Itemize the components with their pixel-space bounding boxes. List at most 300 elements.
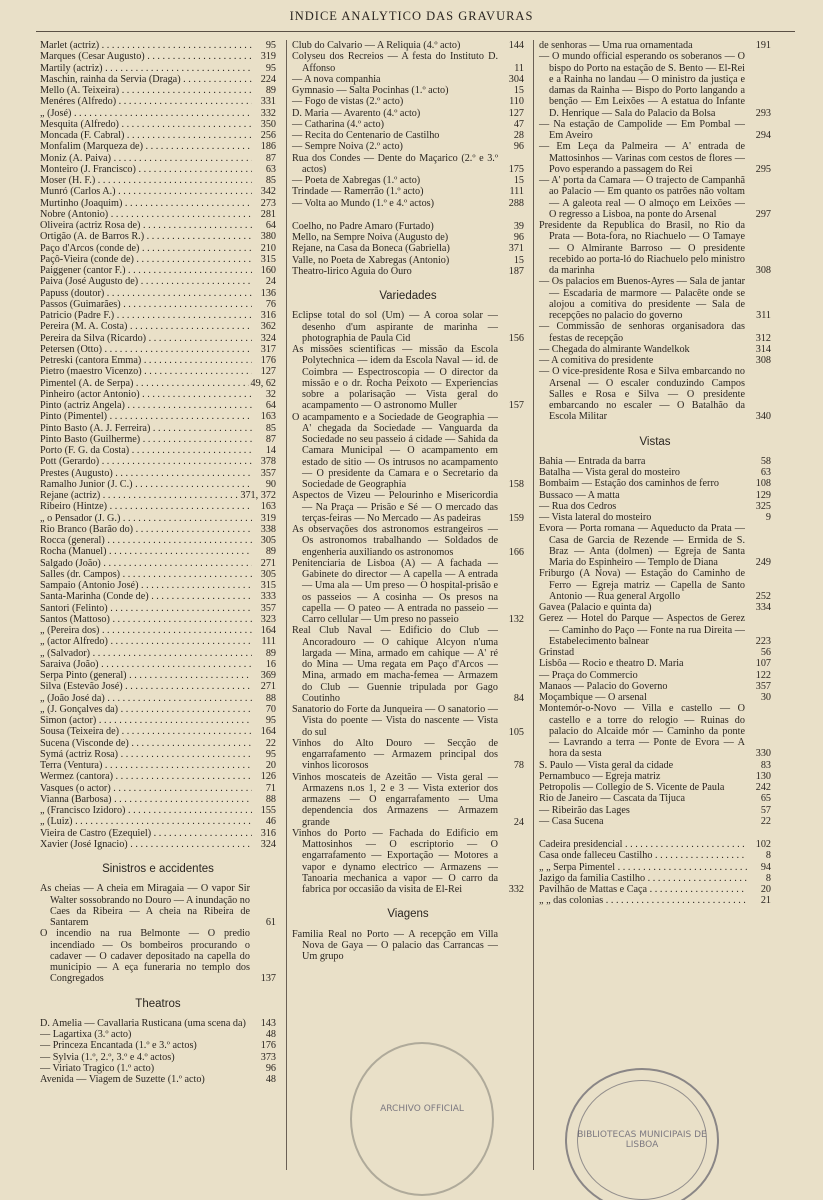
- entry-text: Casa onde falleceu Castilho . . .: [539, 850, 747, 861]
- entry-page-number: 342: [260, 186, 276, 198]
- entry-page-number: 323: [260, 613, 276, 625]
- entry-page-number: 324: [260, 838, 276, 850]
- column-left: [40, 40, 276, 1170]
- index-entry: [292, 153, 524, 176]
- entry-page-number: 107: [755, 658, 771, 670]
- variedades-list: [292, 310, 524, 895]
- index-entry: [40, 265, 276, 276]
- entry-page-number: 46: [265, 816, 276, 828]
- entry-text: Oliveira (actriz Rosa de) . . .: [40, 220, 252, 231]
- index-entry: [40, 108, 276, 119]
- index-entry: [539, 760, 771, 771]
- index-entry: [40, 333, 276, 344]
- entry-text: — Em Leça da Palmeira — A' entrada de Mattosinhos — Varinas com cestos de flores — Povo esperando a passagem do Rei: [539, 141, 745, 175]
- index-entry: [539, 839, 771, 850]
- entry-page-number: 8: [765, 872, 771, 884]
- entry-text: Murtinho (Joaquim) . . .: [40, 198, 252, 209]
- index-entry: [292, 704, 524, 738]
- entry-text: Theatro-lirico Aguia do Ouro: [292, 265, 412, 277]
- entry-page-number: 95: [265, 748, 276, 760]
- index-entry: [40, 456, 276, 467]
- index-entry: [292, 738, 524, 772]
- index-entry: [292, 221, 524, 232]
- entry-page-number: 332: [260, 107, 276, 119]
- entry-text: Munró (Carlos A.) . . .: [40, 186, 252, 197]
- entry-text: — Catharina (4.º acto): [292, 118, 384, 130]
- entry-text: Paiggener (cantor F.) . . .: [40, 265, 252, 276]
- index-entry: [40, 614, 276, 625]
- entry-text: — A comitiva do presidente: [539, 355, 654, 366]
- entry-text: — Sylvia (1.º, 2.º, 3.º e 4.º actos): [40, 1051, 175, 1063]
- entry-page-number: 87: [265, 152, 276, 164]
- entry-text: Vianna (Barbosa) . . .: [40, 794, 252, 805]
- index-entry: [40, 411, 276, 422]
- entry-page-number: 362: [260, 321, 276, 333]
- entry-text: Maschin, rainha da Servia (Draga) . . .: [40, 74, 252, 85]
- entry-page-number: 137: [260, 973, 276, 985]
- entry-page-number: 14: [265, 445, 276, 456]
- index-entry: [40, 479, 276, 490]
- section-title-sinistros: Sinistros e accidentes: [102, 863, 214, 875]
- entry-text: Porto (F. G. da Costa) . . .: [40, 445, 252, 456]
- entry-page-number: 94: [760, 861, 771, 873]
- index-entry: [40, 704, 276, 715]
- misc-list: [539, 839, 771, 907]
- viagens-list: [292, 929, 524, 963]
- vistas-list: [539, 456, 771, 827]
- entry-text: Avenida — Viagem de Suzette (1.º acto): [40, 1074, 205, 1085]
- entry-page-number: 132: [508, 614, 524, 625]
- entry-text: Silva (Estevão José) . . .: [40, 681, 252, 692]
- library-stamp-text: BIBLIOTECAS MUNICIPAIS DE LISBOA: [577, 1130, 707, 1150]
- index-entry: [40, 535, 276, 546]
- entry-page-number: 293: [755, 107, 771, 119]
- index-entry: [539, 670, 771, 681]
- entry-text: — O vice-presidente Rosa e Silva embarcando no Arsenal — O escaler conduzindo Campos Salles e Rosa e Silva — O presidente embarcando no escaler — O Batalhão da Escola Militar: [539, 366, 745, 423]
- entry-page-number: 224: [260, 73, 276, 85]
- entry-text: Trindade — Ramerrão (1.º acto): [292, 186, 424, 198]
- entry-page-number: 129: [755, 489, 771, 501]
- entry-page-number: 371, 372: [240, 490, 276, 501]
- index-entry: [292, 243, 524, 254]
- entry-text: Batalha — Vista geral do mosteiro: [539, 467, 680, 478]
- entry-text: Pereira (M. A. Costa) . . .: [40, 321, 252, 332]
- entry-text: Menéres (Alfredo) . . .: [40, 96, 252, 107]
- entry-text: Sousa (Teixeira de) . . .: [40, 726, 252, 737]
- index-entry: [40, 558, 276, 569]
- entry-text: Paçô-Vieira (conde de) . . .: [40, 254, 252, 265]
- index-entry: [292, 40, 524, 51]
- sinistros-list: [40, 883, 276, 984]
- entry-page-number: 223: [755, 635, 771, 647]
- entry-text: Gerez — Hotel do Parque — Aspectos de Gerez — Caminho do Paço — Fonte na rua Direita — Estabelecimento balnear: [539, 613, 745, 647]
- entry-page-number: 96: [265, 1062, 276, 1074]
- entry-page-number: 273: [260, 197, 276, 209]
- entry-page-number: 15: [513, 85, 524, 96]
- entry-page-number: 122: [755, 669, 771, 681]
- entry-page-number: 295: [755, 163, 771, 175]
- index-entry: [539, 816, 771, 827]
- names-list: [40, 40, 276, 850]
- entry-page-number: 64: [265, 400, 276, 411]
- entry-page-number: 191: [755, 40, 771, 51]
- index-entry: [292, 175, 524, 186]
- index-entry: [292, 266, 524, 277]
- entry-page-number: 83: [760, 759, 771, 771]
- entry-page-number: 159: [508, 512, 524, 524]
- index-entry: [40, 749, 276, 760]
- entry-page-number: 281: [260, 208, 276, 220]
- entry-page-number: 78: [513, 760, 524, 772]
- index-entry: [40, 794, 276, 805]
- entry-page-number: 316: [260, 827, 276, 839]
- entry-text: Ribeiro (Hintze) . . .: [40, 501, 252, 512]
- index-entry: [539, 175, 771, 220]
- index-entry: [40, 681, 276, 692]
- index-entry: [40, 659, 276, 670]
- entry-page-number: 88: [265, 692, 276, 704]
- entry-page-number: 48: [265, 1029, 276, 1040]
- index-entry: [40, 344, 276, 355]
- entry-page-number: 49, 62: [250, 377, 276, 389]
- entry-text: Valle, no Poeta de Xabregas (Antonio): [292, 254, 450, 266]
- index-entry: [40, 1018, 276, 1029]
- entry-text: Penitenciaria de Lisboa (A) — A fachada — Gabinete do director — A capella — A entrada — Uma ala — Um preso — O hospital-prisão e os passeios — A cosinha — Os presos na capella — O pateo — A entrada no passeio — Carro cellular — Um preso no passeio: [292, 557, 498, 625]
- index-entry: [40, 276, 276, 287]
- entry-page-number: 176: [260, 1040, 276, 1052]
- entry-text: Pinto Basto (Guilherme) . . .: [40, 434, 252, 445]
- entry-text: Petersen (Otto) . . .: [40, 344, 252, 355]
- entry-page-number: 175: [508, 163, 524, 175]
- index-entry: [539, 355, 771, 366]
- section-title-theatros: Theatros: [135, 997, 181, 1010]
- entry-text: Vasques (o actor) . . .: [40, 783, 252, 794]
- entry-page-number: 144: [508, 40, 524, 51]
- entry-text: — A nova companhia: [292, 73, 381, 85]
- entry-page-number: 304: [508, 73, 524, 85]
- entry-page-number: 110: [509, 96, 524, 108]
- entry-page-number: 22: [760, 815, 771, 827]
- entry-text: „ (Luiz) . . .: [40, 816, 252, 827]
- entry-text: Passos (Guimarães) . . .: [40, 299, 252, 310]
- entry-text: Rocha (Manuel) . . .: [40, 546, 252, 557]
- index-entry: [539, 501, 771, 512]
- entry-text: Pinheiro (actor Antonio) . . .: [40, 389, 252, 400]
- entry-text: Vinhos moscateis de Azeitão — Vista geral — Armazens n.os 1, 2 e 3 — Vista exterior dos armazens — O engarrafamento — Uma dependencia dos Armazens — Armazem grande: [292, 771, 498, 828]
- index-entry: [40, 220, 276, 231]
- index-entry: [40, 636, 276, 647]
- entry-page-number: 102: [755, 839, 771, 850]
- entry-text: Pott (Gerardo) . . .: [40, 456, 252, 467]
- entry-text: Pernambuco — Egreja matriz: [539, 770, 661, 782]
- section-title-viagens: Viagens: [387, 908, 429, 921]
- entry-page-number: 357: [260, 467, 276, 479]
- entry-text: Marques (Cesar Augusto) . . .: [40, 51, 252, 62]
- entry-page-number: 15: [513, 175, 524, 186]
- index-entry: [40, 603, 276, 614]
- entry-text: Sanatorio do Forte da Junqueira — O sanatorio — Vista do poente — Vista do nascente — Vista do sul: [292, 704, 498, 738]
- entry-page-number: 330: [755, 748, 771, 760]
- entry-text: Prestes (Augusto) . . .: [40, 468, 252, 479]
- index-entry: [40, 580, 276, 591]
- entry-page-number: 371: [508, 243, 524, 255]
- entry-text: Pimentel (A. de Serpa) . . .: [40, 378, 249, 389]
- entry-page-number: 85: [265, 422, 276, 434]
- index-entry: [539, 782, 771, 793]
- index-entry: [539, 692, 771, 703]
- entry-page-number: 166: [508, 546, 524, 558]
- entry-text: Pinto (actriz Angela) . . .: [40, 400, 252, 411]
- entry-text: Santos (Mattoso) . . .: [40, 614, 252, 625]
- index-entry: [292, 772, 524, 828]
- entry-page-number: 96: [513, 141, 524, 153]
- index-entry: [40, 198, 276, 209]
- entry-page-number: 294: [755, 130, 771, 141]
- entry-text: Cadeira presidencial . . .: [539, 839, 747, 850]
- entry-page-number: 157: [508, 400, 524, 412]
- column-right: [533, 40, 771, 1170]
- entry-text: O acampamento e a Sociedade de Geographia — A' chegada da Sociedade — Vanguarda da Sociedade no seu passeio á cidade — Sahida da Camara Municipal — O acampamento em estado de sitio — Os intrusos no acampamento — O presidente da Camara e o Secretario da Sociedade de Geographia: [292, 411, 498, 490]
- entry-text: — O mundo official esperando os soberanos — O bispo do Porto na estação de S. Bento — El-Rei e a Rainha no landau — O ministro da justiça e damas da Rainha — Bispo do Porto langando a benção — Em Leixões — A estatua do Infante D. Henrique — Sala do Palacio da Bolsa: [539, 51, 745, 119]
- entry-text: Pereira da Silva (Ricardo) . . .: [40, 333, 252, 344]
- entry-text: Friburgo (A Nova) — Estação do Caminho de Ferro — Egreja matriz — Capella de Santo Antonio — Rua general Argollo: [539, 568, 745, 602]
- entry-text: — Volta ao Mundo (1.º e 4.º actos): [292, 197, 435, 209]
- entry-text: — Sempre Noiva (2.º acto): [292, 141, 403, 153]
- entry-page-number: 84: [513, 692, 524, 704]
- entry-text: — Viriato Tragico (1.º acto): [40, 1062, 155, 1074]
- index-entry: [292, 198, 524, 209]
- entry-text: As missões scientificas — missão da Escola Polytechnica — idem da Escola Naval — id. de Coimbra — Espectroscopia — O director da missão e o dr. Rocha Peixoto — Experiencias sobre a polarisação — Vista geral do acampamento — O astronomo Muller: [292, 344, 498, 412]
- entry-page-number: 288: [508, 197, 524, 209]
- entry-page-number: 24: [513, 816, 524, 828]
- index-entry: [292, 344, 524, 412]
- index-entry: [292, 828, 524, 896]
- entry-page-number: 90: [265, 478, 276, 490]
- entry-page-number: 63: [760, 467, 771, 478]
- entry-page-number: 58: [760, 455, 771, 467]
- spacer: [539, 827, 771, 839]
- index-entry: [40, 490, 276, 501]
- entry-text: — Os palacios em Buenos-Ayres — Sala de jantar — Escadaria de marmore — Palacête onde se alojou a comitiva do presidente — Sala de recepções no palacio do governo: [539, 276, 745, 321]
- entry-page-number: 357: [260, 602, 276, 614]
- index-entry: [40, 513, 276, 524]
- entry-text: — Chegada do almirante Wandelkok: [539, 343, 690, 355]
- entry-page-number: 105: [508, 726, 524, 738]
- entry-page-number: 20: [760, 884, 771, 895]
- entry-text: Pinto Basto (A. J. Ferreira) . . .: [40, 423, 252, 434]
- entry-text: — Lagartixa (3.º acto): [40, 1029, 132, 1040]
- entry-page-number: 32: [265, 388, 276, 400]
- index-entry: [539, 478, 771, 489]
- entry-page-number: 96: [513, 232, 524, 243]
- entry-text: — Princeza Encantada (1.º e 3.º actos): [40, 1040, 197, 1052]
- index-entry: [40, 546, 276, 557]
- entry-text: — Ribeirão das Lages: [539, 804, 630, 816]
- index-entry: [40, 771, 276, 782]
- entry-page-number: 271: [260, 681, 276, 693]
- entry-text: — Vista lateral do mosteiro: [539, 512, 652, 523]
- entry-page-number: 316: [260, 310, 276, 321]
- index-entry: [40, 1063, 276, 1074]
- entry-text: de senhoras — Uma rua ornamentada: [539, 40, 693, 51]
- entry-text: Xavier (José Ignacio) . . .: [40, 839, 252, 850]
- entry-page-number: 305: [260, 535, 276, 546]
- entry-text: Real Club Naval — Edificio do Club — Ancoradouro — O cahique Alcyon n'uma largada — Mina, armado em cahique — A' ré do Mina — Uma regata em Paço d'Arcos — Mina, armado em macha-femea — Armazem do Club — Guennie tripulada por Gago Coutinho: [292, 625, 498, 704]
- entry-text: Aspectos de Vizeu — Pelourinho e Misericordia — Na Praça — Prisão e Sé — O mercado das terças-feiras — No Mercado — As padeiras: [292, 490, 498, 524]
- index-entry: [40, 625, 276, 636]
- entry-page-number: 340: [755, 411, 771, 423]
- index-entry: [539, 119, 771, 142]
- theatros-actors-list: [292, 221, 524, 277]
- entry-page-number: 338: [260, 523, 276, 535]
- entry-text: Monfalim (Marqueza de) . . .: [40, 141, 252, 152]
- entry-page-number: 312: [755, 332, 771, 344]
- index-entry: [539, 366, 771, 422]
- entry-text: — Casa Sucena: [539, 815, 604, 827]
- index-entry: [40, 51, 276, 62]
- entry-text: Sampaio (Antonio José) . . .: [40, 580, 252, 591]
- entry-page-number: 136: [260, 287, 276, 299]
- index-entry: [40, 726, 276, 737]
- entry-text: „ (José) . . .: [40, 108, 252, 119]
- index-entry: [292, 558, 524, 626]
- index-entry: [40, 468, 276, 479]
- entry-page-number: 325: [755, 500, 771, 512]
- index-entry: [292, 85, 524, 96]
- index-entry: [539, 276, 771, 321]
- entry-page-number: 65: [760, 793, 771, 805]
- entry-page-number: 47: [513, 118, 524, 130]
- entry-page-number: 89: [265, 85, 276, 96]
- index-entry: [40, 816, 276, 827]
- entry-text: Coelho, no Padre Amaro (Furtado): [292, 220, 434, 232]
- index-entry: [40, 670, 276, 681]
- entry-text: — Recita do Centenario de Castilho: [292, 130, 440, 141]
- index-entry: [40, 524, 276, 535]
- entry-page-number: 87: [265, 433, 276, 445]
- index-entry: [40, 186, 276, 197]
- index-entry: [292, 490, 524, 524]
- entry-text: „ (Francisco Izidoro) . . .: [40, 805, 252, 816]
- index-entry: [40, 243, 276, 254]
- entry-text: Mello, na Sempre Noiva (Augusto de): [292, 232, 449, 243]
- entry-page-number: 71: [265, 782, 276, 794]
- entry-page-number: 305: [260, 568, 276, 580]
- index-entry: [292, 141, 524, 152]
- index-entry: [292, 310, 524, 344]
- entry-text: Sucena (Visconde de) . . .: [40, 738, 252, 749]
- entry-text: Presidente da Republica do Brasil, no Rio da Prata — Bota-fora, no Riachuelo — O Tamaye — O Almirante Barroso — O presidente recebido ao porta-ló do Riachuelo pelo ministro da marinha: [539, 220, 745, 276]
- index-entry: [292, 119, 524, 130]
- entry-text: Paço d'Arcos (conde de) . . .: [40, 243, 252, 254]
- entry-page-number: 108: [755, 478, 771, 490]
- index-entry: [539, 490, 771, 501]
- index-entry: [539, 321, 771, 344]
- index-entry: [40, 153, 276, 164]
- theatros-list: [40, 1018, 276, 1086]
- entry-page-number: 242: [755, 782, 771, 793]
- index-entry: [292, 96, 524, 107]
- entry-page-number: 380: [260, 231, 276, 243]
- entry-page-number: 126: [260, 771, 276, 783]
- entry-page-number: 186: [260, 141, 276, 153]
- entry-page-number: 308: [755, 265, 771, 276]
- entry-text: Papuss (doutor) . . .: [40, 288, 252, 299]
- index-entry: [40, 1052, 276, 1063]
- index-entry: [40, 738, 276, 749]
- index-entry: [539, 681, 771, 692]
- entry-text: Santa-Marinha (Conde de) . . .: [40, 591, 252, 602]
- index-entry: [539, 141, 771, 175]
- index-entry: [40, 693, 276, 704]
- entry-text: Salgado (João) . . .: [40, 558, 252, 569]
- index-entry: [40, 141, 276, 152]
- entry-text: D. Maria — Avarento (4.º acto): [292, 107, 421, 119]
- entry-page-number: 24: [265, 276, 276, 288]
- entry-page-number: 155: [260, 805, 276, 816]
- entry-text: As cheias — A cheia em Miragaia — O vapor Sir Walter sossobrando no Douro — A inundação no Caes da Ribeira — A cheia na Ribeira de Santarem: [40, 883, 250, 928]
- index-entry: [40, 299, 276, 310]
- entry-page-number: 28: [513, 130, 524, 141]
- index-entry: [40, 423, 276, 434]
- entry-page-number: 319: [260, 51, 276, 63]
- entry-page-number: 160: [260, 265, 276, 276]
- entry-text: „ (J. Gonçalves da) . . .: [40, 704, 252, 715]
- entry-text: Ramalho Junior (J. C.) . . .: [40, 479, 252, 490]
- entry-text: Salles (dr. Campos) . . .: [40, 569, 252, 580]
- entry-text: Eclipse total do sol (Um) — A coroa solar — desenho d'um aspirante de marinha — photographia de Paula Cid: [292, 310, 498, 344]
- index-entry: [40, 805, 276, 816]
- entry-text: Rua dos Condes — Dente do Maçarico (2.º e 3.º actos): [292, 152, 498, 175]
- entry-text: „ (Salvador) . . .: [40, 648, 252, 659]
- entry-text: „ o Pensador (J. G.) . . .: [40, 513, 252, 524]
- entry-page-number: 164: [260, 726, 276, 738]
- index-entry: [539, 40, 771, 51]
- entry-page-number: 61: [265, 917, 276, 928]
- index-entry: [539, 523, 771, 568]
- entry-text: — Fogo de vistas (2.º acto): [292, 96, 404, 108]
- entry-text: Lisbôa — Rocio e theatro D. Maria: [539, 658, 684, 670]
- entry-page-number: 85: [265, 175, 276, 186]
- index-entry: [40, 715, 276, 726]
- entry-page-number: 210: [260, 242, 276, 254]
- index-entry: [539, 602, 771, 613]
- entry-page-number: 89: [265, 546, 276, 558]
- entry-text: — A' porta da Camara — O trajecto de Campanhã ao Palacio — Em quanto os patrões não voltam — A galeota real — O almoço em Leixões — O regresso a Lisboa, na ponte do Arsenal: [539, 175, 745, 220]
- index-entry: [539, 771, 771, 782]
- entry-page-number: 378: [260, 456, 276, 468]
- entry-page-number: 334: [755, 602, 771, 613]
- column-middle: [286, 40, 524, 1170]
- index-entry: [539, 884, 771, 895]
- index-entry: [40, 175, 276, 186]
- entry-text: Colyseu dos Recreios — A festa do Instituto D. Affonso: [292, 51, 498, 74]
- entry-page-number: 176: [260, 355, 276, 366]
- entry-text: Vieira de Castro (Ezequiel) . . .: [40, 828, 252, 839]
- index-entry: [40, 501, 276, 512]
- entry-text: Mesquita (Alfredo) . . .: [40, 119, 252, 130]
- index-entry: [40, 828, 276, 839]
- index-entry: [40, 1074, 276, 1085]
- index-entry: [539, 862, 771, 873]
- entry-text: Petropolis — Collegio de S. Vicente de Paula: [539, 782, 725, 793]
- entry-text: Pinto (Pimentel) . . .: [40, 411, 252, 422]
- entry-text: Bahia — Entrada da barra: [539, 455, 646, 467]
- entry-page-number: 163: [260, 411, 276, 423]
- entry-page-number: 56: [760, 647, 771, 658]
- index-entry: [292, 625, 524, 704]
- entry-page-number: 63: [265, 163, 276, 175]
